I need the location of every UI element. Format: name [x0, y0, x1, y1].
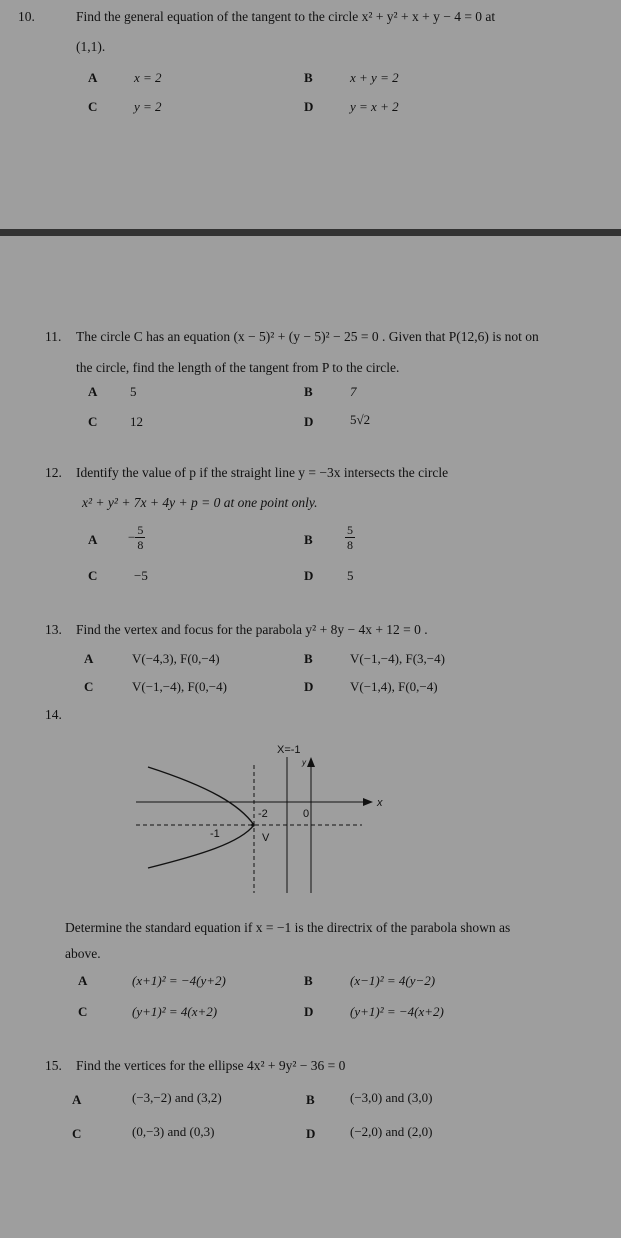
q13-option-b-letter: B: [304, 651, 313, 666]
q10-point: (1,1).: [76, 39, 106, 54]
q13-number: 13.: [45, 622, 62, 637]
q14-option-a-letter: A: [78, 973, 88, 988]
q12-option-c-letter: C: [88, 568, 98, 583]
q10-option-c[interactable]: y = 2: [134, 99, 162, 114]
q15-option-c[interactable]: (0,−3) and (0,3): [132, 1124, 215, 1139]
x-axis-label: x: [377, 797, 383, 809]
q13-option-d[interactable]: V(−1,4), F(0,−4): [350, 679, 438, 694]
q12-option-d-letter: D: [304, 568, 314, 583]
q12-option-a-sign: −: [128, 529, 136, 545]
q14-option-d[interactable]: (y+1)² = −4(x+2): [350, 1004, 444, 1019]
q12-option-a-numerator: 5: [137, 523, 144, 537]
q14-option-c-letter: C: [78, 1004, 88, 1019]
q10-option-b-letter: B: [304, 70, 313, 85]
q10-text: Find the general equation of the tangent to the circle x² + y² + x + y − 4 = 0 at: [76, 9, 496, 24]
q10-option-a[interactable]: x = 2: [134, 70, 162, 85]
q11-option-b-letter: B: [304, 384, 313, 399]
q15-option-d[interactable]: (−2,0) and (2,0): [350, 1124, 433, 1139]
q11-option-b[interactable]: 7: [350, 384, 357, 399]
q13-option-c-letter: C: [84, 679, 94, 694]
q14-text-continued: above.: [65, 946, 101, 961]
q10-option-b[interactable]: x + y = 2: [350, 70, 399, 85]
q15-text: Find the vertices for the ellipse 4x² + 9y² − 36 = 0: [76, 1058, 346, 1073]
q11-text: The circle C has an equation (x − 5)² + (y − 5)² − 25 = 0 . Given that P(12,6) is not on: [76, 329, 539, 344]
q12-number: 12.: [45, 465, 62, 480]
q10-option-a-letter: A: [88, 70, 98, 85]
parabola-graph: [130, 735, 390, 900]
q11-option-d[interactable]: 5√2: [350, 412, 371, 427]
q12-option-b-letter: B: [304, 532, 313, 547]
q10-option-d[interactable]: y = x + 2: [350, 99, 399, 114]
q14-text: Determine the standard equation if x = −1 is the directrix of the parabola shown as: [65, 920, 511, 935]
q12-option-a-denominator: 8: [137, 538, 144, 552]
x-axis-arrow: [363, 798, 373, 806]
q13-option-a[interactable]: V(−4,3), F(0,−4): [132, 651, 220, 666]
q11-option-a-letter: A: [88, 384, 98, 399]
q14-option-d-letter: D: [304, 1004, 314, 1019]
q13-option-a-letter: A: [84, 651, 94, 666]
q11-option-d-letter: D: [304, 414, 314, 429]
parabola-curve: [148, 767, 254, 868]
q14-option-c[interactable]: (y+1)² = 4(x+2): [132, 1004, 218, 1019]
q11-text-continued: the circle, find the length of the tangent from P to the circle.: [76, 360, 400, 375]
q14-option-b-letter: B: [304, 973, 313, 988]
q12-option-c[interactable]: −5: [134, 568, 148, 583]
q12-option-b[interactable]: [345, 523, 355, 552]
q13-option-c[interactable]: V(−1,−4), F(0,−4): [132, 679, 227, 694]
vertex-label: V: [262, 832, 270, 844]
q12-option-a-letter: A: [88, 532, 98, 547]
q11-option-a[interactable]: 5: [130, 384, 137, 399]
q13-option-b[interactable]: V(−1,−4), F(3,−4): [350, 651, 445, 666]
q15-option-a[interactable]: (−3,−2) and (3,2): [132, 1090, 222, 1105]
q10-option-d-letter: D: [304, 99, 314, 114]
directrix-label: X=-1: [277, 744, 301, 756]
q12-option-b-denominator: 8: [347, 538, 353, 552]
q12-option-a[interactable]: [128, 523, 145, 552]
y-axis-arrow: [307, 757, 315, 767]
q14-option-a[interactable]: (x+1)² = −4(y+2): [132, 973, 226, 988]
tick-label-0: 0: [303, 808, 310, 820]
q13-option-d-letter: D: [304, 679, 314, 694]
q12-option-b-numerator: 5: [347, 523, 353, 537]
q12-text-continued: x² + y² + 7x + 4y + p = 0 at one point only.: [82, 495, 318, 510]
q15-number: 15.: [45, 1058, 62, 1073]
q15-option-c-letter: C: [72, 1126, 82, 1141]
q14-number: 14.: [45, 707, 62, 722]
y-axis-label: y: [302, 758, 306, 767]
q13-text: Find the vertex and focus for the parabola y² + 8y − 4x + 12 = 0 .: [76, 622, 428, 637]
tick-label-minus-1: -1: [210, 828, 220, 840]
q14-option-b[interactable]: (x−1)² = 4(y−2): [350, 973, 436, 988]
q15-option-a-letter: A: [72, 1092, 82, 1107]
vertex-point: [251, 823, 255, 827]
tick-label-minus-2: -2: [258, 808, 268, 820]
q15-option-d-letter: D: [306, 1126, 316, 1141]
q11-number: 11.: [45, 329, 62, 344]
q12-text: Identify the value of p if the straight line y = −3x intersects the circle: [76, 465, 449, 480]
q11-option-c-letter: C: [88, 414, 98, 429]
q11-option-c[interactable]: 12: [130, 414, 143, 429]
page-divider: [0, 229, 621, 236]
q10-option-c-letter: C: [88, 99, 98, 114]
q10-number: 10.: [18, 9, 35, 24]
q12-option-d[interactable]: 5: [347, 568, 354, 583]
q15-option-b-letter: B: [306, 1092, 315, 1107]
q15-option-b[interactable]: (−3,0) and (3,0): [350, 1090, 433, 1105]
